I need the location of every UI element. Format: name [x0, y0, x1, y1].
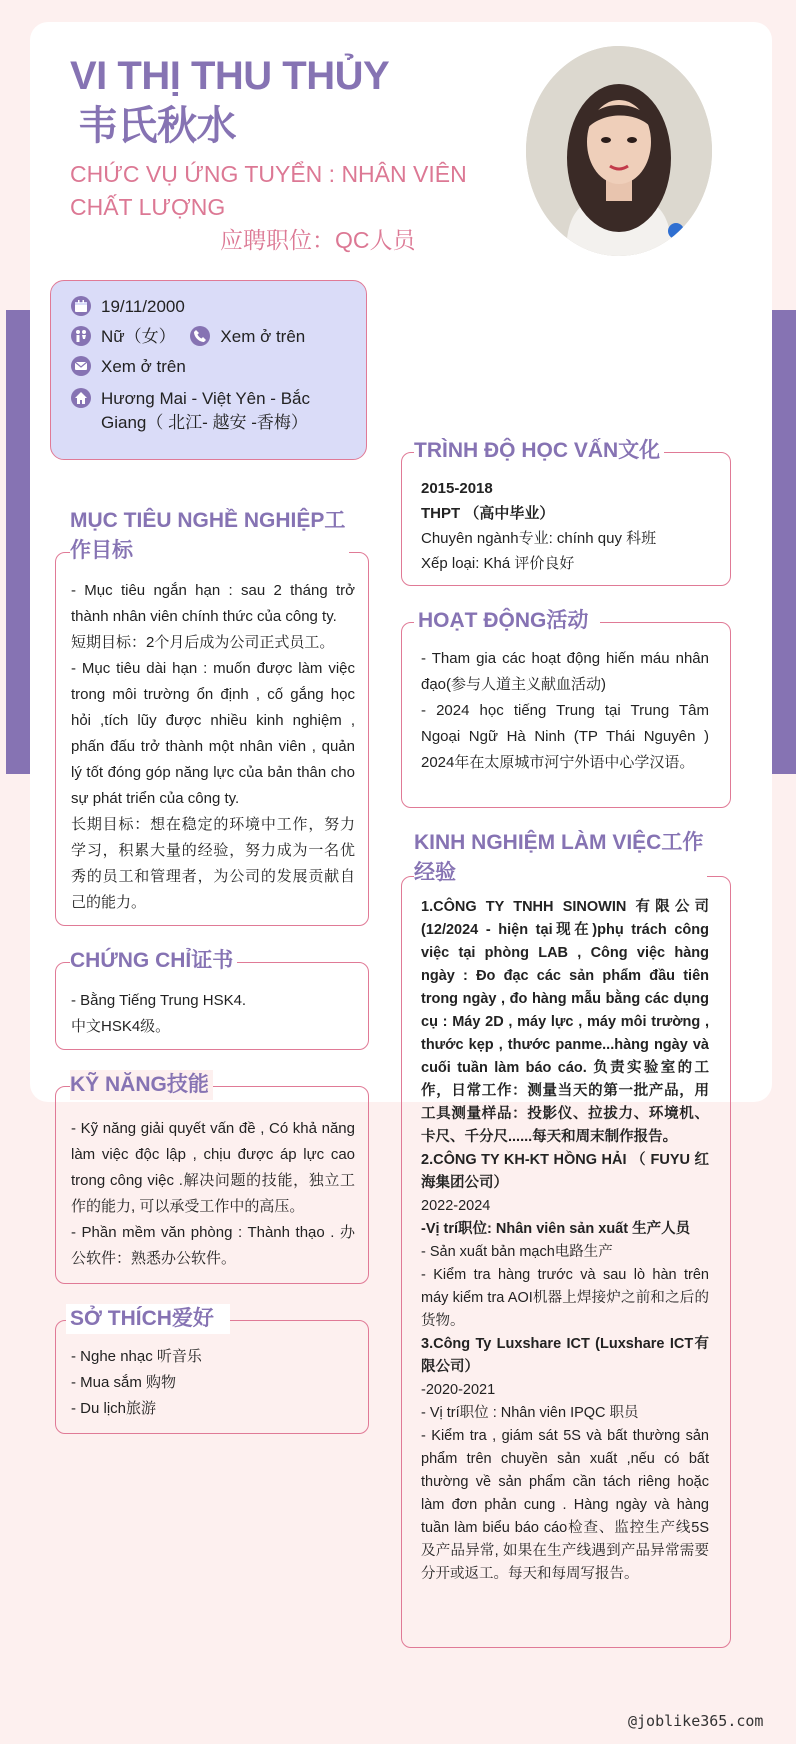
- job3-role: - Vị trí职位 : Nhân viên IPQC 职员: [421, 1405, 639, 1421]
- phone-icon: [190, 326, 210, 346]
- applied-position-line1: CHỨC VỤ ỨNG TUYỂN : NHÂN VIÊN: [70, 161, 467, 187]
- objective-title: [70, 506, 349, 566]
- experience-title-line1: KINH NGHIỆM LÀM VIỆC工作: [414, 831, 704, 854]
- left-accent-band: [6, 310, 30, 774]
- skill-item: - Phần mềm văn phòng : Thành thạo . 办公软件：熟悉办公软件。: [71, 1224, 355, 1267]
- job2-years: 2022-2024: [421, 1198, 491, 1214]
- applied-position-cn: 应聘职位：QC人员: [220, 227, 416, 253]
- experience-content: [421, 896, 709, 1586]
- applied-position: [70, 158, 490, 224]
- objective-long-term-cn: 长期目标：想在稳定的环境中工作，努力学习，积累大量的经验，努力成为一名优秀的员工和管理者，为公司的发展贡献自己的能力。: [71, 816, 355, 911]
- job2-title: 2.CÔNG TY KH-KT HỒNG HẢI （ FUYU 红海集团公司）: [421, 1152, 709, 1191]
- home-icon: [71, 388, 91, 408]
- birthdate-row: [71, 295, 185, 319]
- education-rank: Xếp loại: Khá 评价良好: [421, 555, 575, 572]
- job2-duty: - Sản xuất bản mạch电路生产: [421, 1244, 613, 1260]
- address-line1: Hương Mai - Việt Yên - Bắc: [101, 389, 310, 408]
- job1-description: 1.CÔNG TY TNHH SINOWIN 有限公司 (12/2024 - hiện tại现在)phụ trách công việc tại phòng LAB , Công việc hàng ngày : Đo đạc các sản phẩm đầu tiên trong ngày , đo hàng mẫu bằng các dụng cụ : Máy 2D , máy lực , máy môi trường , thước kẹp , thước panme...hàng ngày và cuối tuần làm báo cáo. 负责实验室的工作，日常工作：测量当天的第一批产品，用工具测量样品：投影仪、拉拔力、环境机、卡尺、千分尺......每天和周末制作报告。: [421, 899, 709, 1145]
- job2-role: -Vị trí职位: Nhân viên sản xuất 生产人员: [421, 1221, 691, 1237]
- experience-title: [414, 828, 707, 888]
- education-title: TRÌNH ĐỘ HỌC VẤN文化: [414, 436, 664, 466]
- certificate-item: - Bằng Tiếng Trung HSK4.: [71, 992, 247, 1009]
- calendar-icon: [71, 296, 91, 316]
- skills-content: [71, 1116, 355, 1272]
- hobby-item: - Nghe nhạc 听音乐: [71, 1348, 202, 1365]
- email-row: [71, 355, 186, 379]
- hobby-item: - Du lịch旅游: [71, 1400, 157, 1417]
- certificates-title: CHỨNG CHỈ证书: [70, 946, 237, 976]
- experience-title-line2: 经验: [414, 861, 456, 884]
- applied-position-line2: CHẤT LƯỢNG: [70, 194, 226, 220]
- objective-long-term: - Mục tiêu dài hạn : muốn được làm việc trong môi trường ổn định , cố gắng học hỏi ,tích lũy được nhiều kinh nghiệm , phấn đấu trở thành một nhân viên , quản lý tốt đóng góp năng lực của bản thân cho sự phát triển của công ty.: [71, 660, 355, 807]
- profile-photo-illustration: [526, 46, 712, 256]
- education-years: 2015-2018: [421, 480, 493, 497]
- certificates-content: [71, 988, 355, 1040]
- job3-years: -2020-2021: [421, 1382, 496, 1398]
- contact-info-box: [50, 280, 367, 460]
- job3-description: - Kiểm tra , giám sát 5S và bất thường sản phẩm trên chuyền sản xuất ,nếu có bất thường về sản phẩm cần tách riêng hoặc làm đơn phản cung . Hàng ngày và hàng tuần làm biểu báo cáo检查、监控生产线5S及产品异常, 如果在生产线遇到产品异常需要分开或返工。每天和每周写报告。: [421, 1428, 709, 1582]
- activities-content: [421, 646, 709, 776]
- watermark: @joblike365.com: [628, 1712, 764, 1730]
- profile-photo: [526, 46, 712, 256]
- education-content: [421, 476, 715, 576]
- gender-phone-row: [71, 325, 305, 349]
- hobby-item: - Mua sắm 购物: [71, 1374, 177, 1391]
- address-line2: Giang（ 北江- 越安 -香梅）: [101, 413, 308, 432]
- email: Xem ở trên: [101, 357, 186, 376]
- job2-duty: - Kiểm tra hàng trước và sau lò hàn trên máy kiểm tra AOI机器上焊接炉之前和之后的货物。: [421, 1267, 709, 1329]
- gender-icon: [71, 326, 91, 346]
- hobbies-title: SỞ THÍCH爱好: [66, 1304, 230, 1334]
- skills-title: KỸ NĂNG技能: [70, 1070, 213, 1100]
- certificate-item-cn: 中文HSK4级。: [71, 1018, 171, 1035]
- candidate-name: VI THỊ THU THỦY: [70, 54, 390, 98]
- mail-icon: [71, 356, 91, 376]
- activity-item: - 2024 học tiếng Trung tại Trung Tâm Ngoại Ngữ Hà Ninh (TP Thái Nguyên ) 2024年在太原城市河宁外语中心学汉语。: [421, 702, 709, 771]
- gender: Nữ（女）: [101, 327, 176, 346]
- objective-title-line2: 作目标: [70, 539, 133, 562]
- skill-item: - Kỹ năng giải quyết vấn đề , Có khả năng làm việc độc lập , chịu được áp lực cao trong công việc .解决问题的技能，独立工作的能力, 可以承受工作中的高压。: [71, 1120, 355, 1215]
- objective-short-term-cn: 短期目标：2个月后成为公司正式员工。: [71, 634, 335, 651]
- phone: Xem ở trên: [220, 327, 306, 346]
- objective-title-line1: MỤC TIÊU NGHỀ NGHIỆP工: [70, 509, 346, 532]
- hobbies-content: [71, 1344, 355, 1422]
- activities-title: HOẠT ĐỘNG活动: [414, 606, 600, 636]
- right-accent-band: [772, 310, 796, 774]
- objective-short-term: - Mục tiêu ngắn hạn : sau 2 tháng trở thành nhân viên chính thức của công ty.: [71, 582, 355, 625]
- education-major: Chuyên ngành专业: chính quy 科班: [421, 530, 657, 547]
- address-row: [71, 387, 310, 411]
- job3-title: 3.Công Ty Luxshare ICT (Luxshare ICT有限公司）: [421, 1336, 709, 1375]
- candidate-name-cn: 韦氏秋水: [78, 104, 236, 148]
- activity-item: - Tham gia các hoạt động hiến máu nhân đạo(参与人道主义献血活动): [421, 650, 709, 693]
- birthdate: 19/11/2000: [101, 297, 185, 316]
- education-school: THPT （高中毕业）: [421, 505, 555, 522]
- objective-content: [71, 578, 355, 916]
